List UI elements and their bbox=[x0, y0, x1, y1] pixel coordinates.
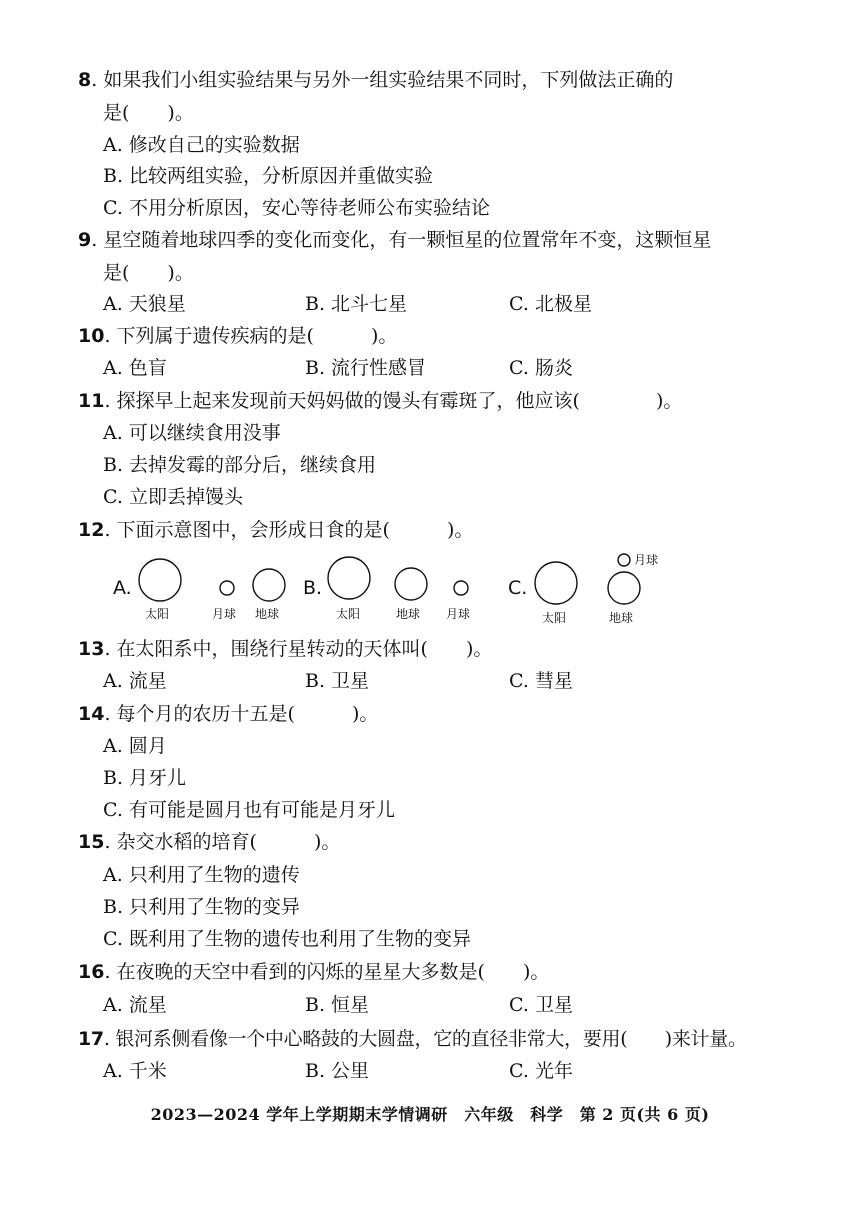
question-14 bbox=[78, 702, 378, 726]
option-a[interactable]: A. 流星 bbox=[103, 670, 167, 692]
question-stem-continued: 是( )。 bbox=[103, 262, 194, 284]
question-number: 12 bbox=[78, 519, 105, 541]
question-number: 16 bbox=[78, 961, 105, 983]
question-stem: . 探探早上起来发现前天妈妈做的馒头有霉斑了，他应该( )。 bbox=[104, 390, 683, 412]
question-number: 9 bbox=[78, 229, 92, 251]
eclipse-diagram bbox=[0, 548, 860, 632]
question-number: 17 bbox=[78, 1028, 104, 1050]
question-stem: . 星空随着地球四季的变化而变化，有一颗恒星的位置常年不变，这颗恒星 bbox=[91, 229, 712, 251]
question-11 bbox=[78, 389, 682, 413]
earth-label-b: 地球 bbox=[396, 607, 421, 621]
question-stem: . 在夜晚的天空中看到的闪烁的星星大多数是( )。 bbox=[104, 961, 550, 983]
question-number: 8 bbox=[78, 69, 92, 91]
option-b[interactable]: B. 月牙儿 bbox=[103, 767, 187, 789]
question-stem: . 每个月的农历十五是( )。 bbox=[104, 703, 379, 725]
option-a[interactable]: A. 圆月 bbox=[103, 735, 167, 757]
question-number: 15 bbox=[78, 831, 105, 853]
option-a[interactable]: A. 只利用了生物的遗传 bbox=[103, 864, 300, 886]
option-b[interactable]: B. 去掉发霉的部分后，继续食用 bbox=[103, 454, 377, 476]
moon-circle-a bbox=[220, 581, 234, 595]
option-a[interactable]: A. 千米 bbox=[103, 1060, 167, 1082]
option-a[interactable]: A. 天狼星 bbox=[103, 293, 186, 315]
option-a-label[interactable]: A. bbox=[113, 577, 132, 599]
option-c[interactable]: C. 不用分析原因，安心等待老师公布实验结论 bbox=[103, 197, 490, 219]
option-a[interactable]: A. 流星 bbox=[103, 994, 167, 1016]
earth-circle-b bbox=[395, 568, 427, 600]
option-c[interactable]: C. 既利用了生物的遗传也利用了生物的变异 bbox=[103, 928, 471, 950]
option-b[interactable]: B. 公里 bbox=[305, 1060, 370, 1082]
question-number: 10 bbox=[78, 325, 105, 347]
option-b[interactable]: B. 流行性感冒 bbox=[305, 357, 427, 379]
question-13 bbox=[78, 637, 492, 661]
question-stem: . 下面示意图中，会形成日食的是( )。 bbox=[104, 519, 474, 541]
sun-circle-c bbox=[535, 562, 577, 604]
option-c[interactable]: C. 立即丢掉馒头 bbox=[103, 486, 243, 508]
option-c[interactable]: C. 彗星 bbox=[509, 670, 573, 692]
earth-label-c: 地球 bbox=[609, 611, 634, 625]
sun-label-b: 太阳 bbox=[336, 607, 361, 621]
question-10 bbox=[78, 324, 397, 348]
question-15 bbox=[78, 830, 340, 854]
option-a[interactable]: A. 色盲 bbox=[103, 357, 167, 379]
question-stem: . 如果我们小组实验结果与另外一组实验结果不同时，下列做法正确的 bbox=[91, 69, 674, 91]
question-9 bbox=[78, 228, 711, 252]
page-footer: 2023—2024 学年上学期期末学情调研 六年级 科学 第 2 页(共 6 页) bbox=[150, 1105, 710, 1124]
sun-label-a: 太阳 bbox=[145, 607, 170, 621]
question-stem: . 银河系侧看像一个中心略鼓的大圆盘，它的直径非常大，要用( )来计量。 bbox=[103, 1028, 747, 1050]
earth-label-a: 地球 bbox=[255, 607, 280, 621]
sun-circle-b bbox=[328, 557, 370, 599]
option-b-label[interactable]: B. bbox=[303, 577, 323, 599]
option-a[interactable]: A. 修改自己的实验数据 bbox=[103, 134, 300, 156]
question-8 bbox=[78, 68, 673, 92]
earth-circle-c bbox=[608, 572, 640, 604]
option-c[interactable]: C. 肠炎 bbox=[509, 357, 573, 379]
earth-circle-a bbox=[253, 569, 285, 601]
question-number: 14 bbox=[78, 703, 105, 725]
question-stem: . 在太阳系中，围绕行星转动的天体叫( )。 bbox=[104, 638, 493, 660]
option-a[interactable]: A. 可以继续食用没事 bbox=[103, 422, 281, 444]
question-stem-continued: 是( )。 bbox=[103, 102, 194, 124]
option-b[interactable]: B. 恒星 bbox=[305, 994, 370, 1016]
moon-circle-b bbox=[454, 581, 468, 595]
question-17 bbox=[78, 1027, 747, 1051]
sun-circle-a bbox=[139, 559, 181, 601]
moon-label-c: 月球 bbox=[634, 553, 659, 567]
moon-label-a: 月球 bbox=[212, 607, 237, 621]
moon-circle-c bbox=[618, 554, 630, 566]
question-12 bbox=[78, 518, 473, 542]
option-b[interactable]: B. 北斗七星 bbox=[305, 293, 408, 315]
moon-label-b: 月球 bbox=[446, 607, 471, 621]
option-c[interactable]: C. 光年 bbox=[509, 1060, 573, 1082]
question-number: 13 bbox=[78, 638, 105, 660]
option-b[interactable]: B. 比较两组实验，分析原因并重做实验 bbox=[103, 165, 434, 187]
option-c[interactable]: C. 有可能是圆月也有可能是月牙儿 bbox=[103, 799, 395, 821]
option-c[interactable]: C. 卫星 bbox=[509, 994, 573, 1016]
question-stem: . 杂交水稻的培育( )。 bbox=[104, 831, 341, 853]
question-stem: . 下列属于遗传疾病的是( )。 bbox=[104, 325, 398, 347]
option-b[interactable]: B. 卫星 bbox=[305, 670, 370, 692]
question-number: 11 bbox=[78, 390, 105, 412]
question-16 bbox=[78, 960, 549, 984]
sun-label-c: 太阳 bbox=[542, 611, 567, 625]
option-c-label[interactable]: C. bbox=[508, 577, 528, 599]
option-b[interactable]: B. 只利用了生物的变异 bbox=[103, 896, 301, 918]
option-c[interactable]: C. 北极星 bbox=[509, 293, 592, 315]
